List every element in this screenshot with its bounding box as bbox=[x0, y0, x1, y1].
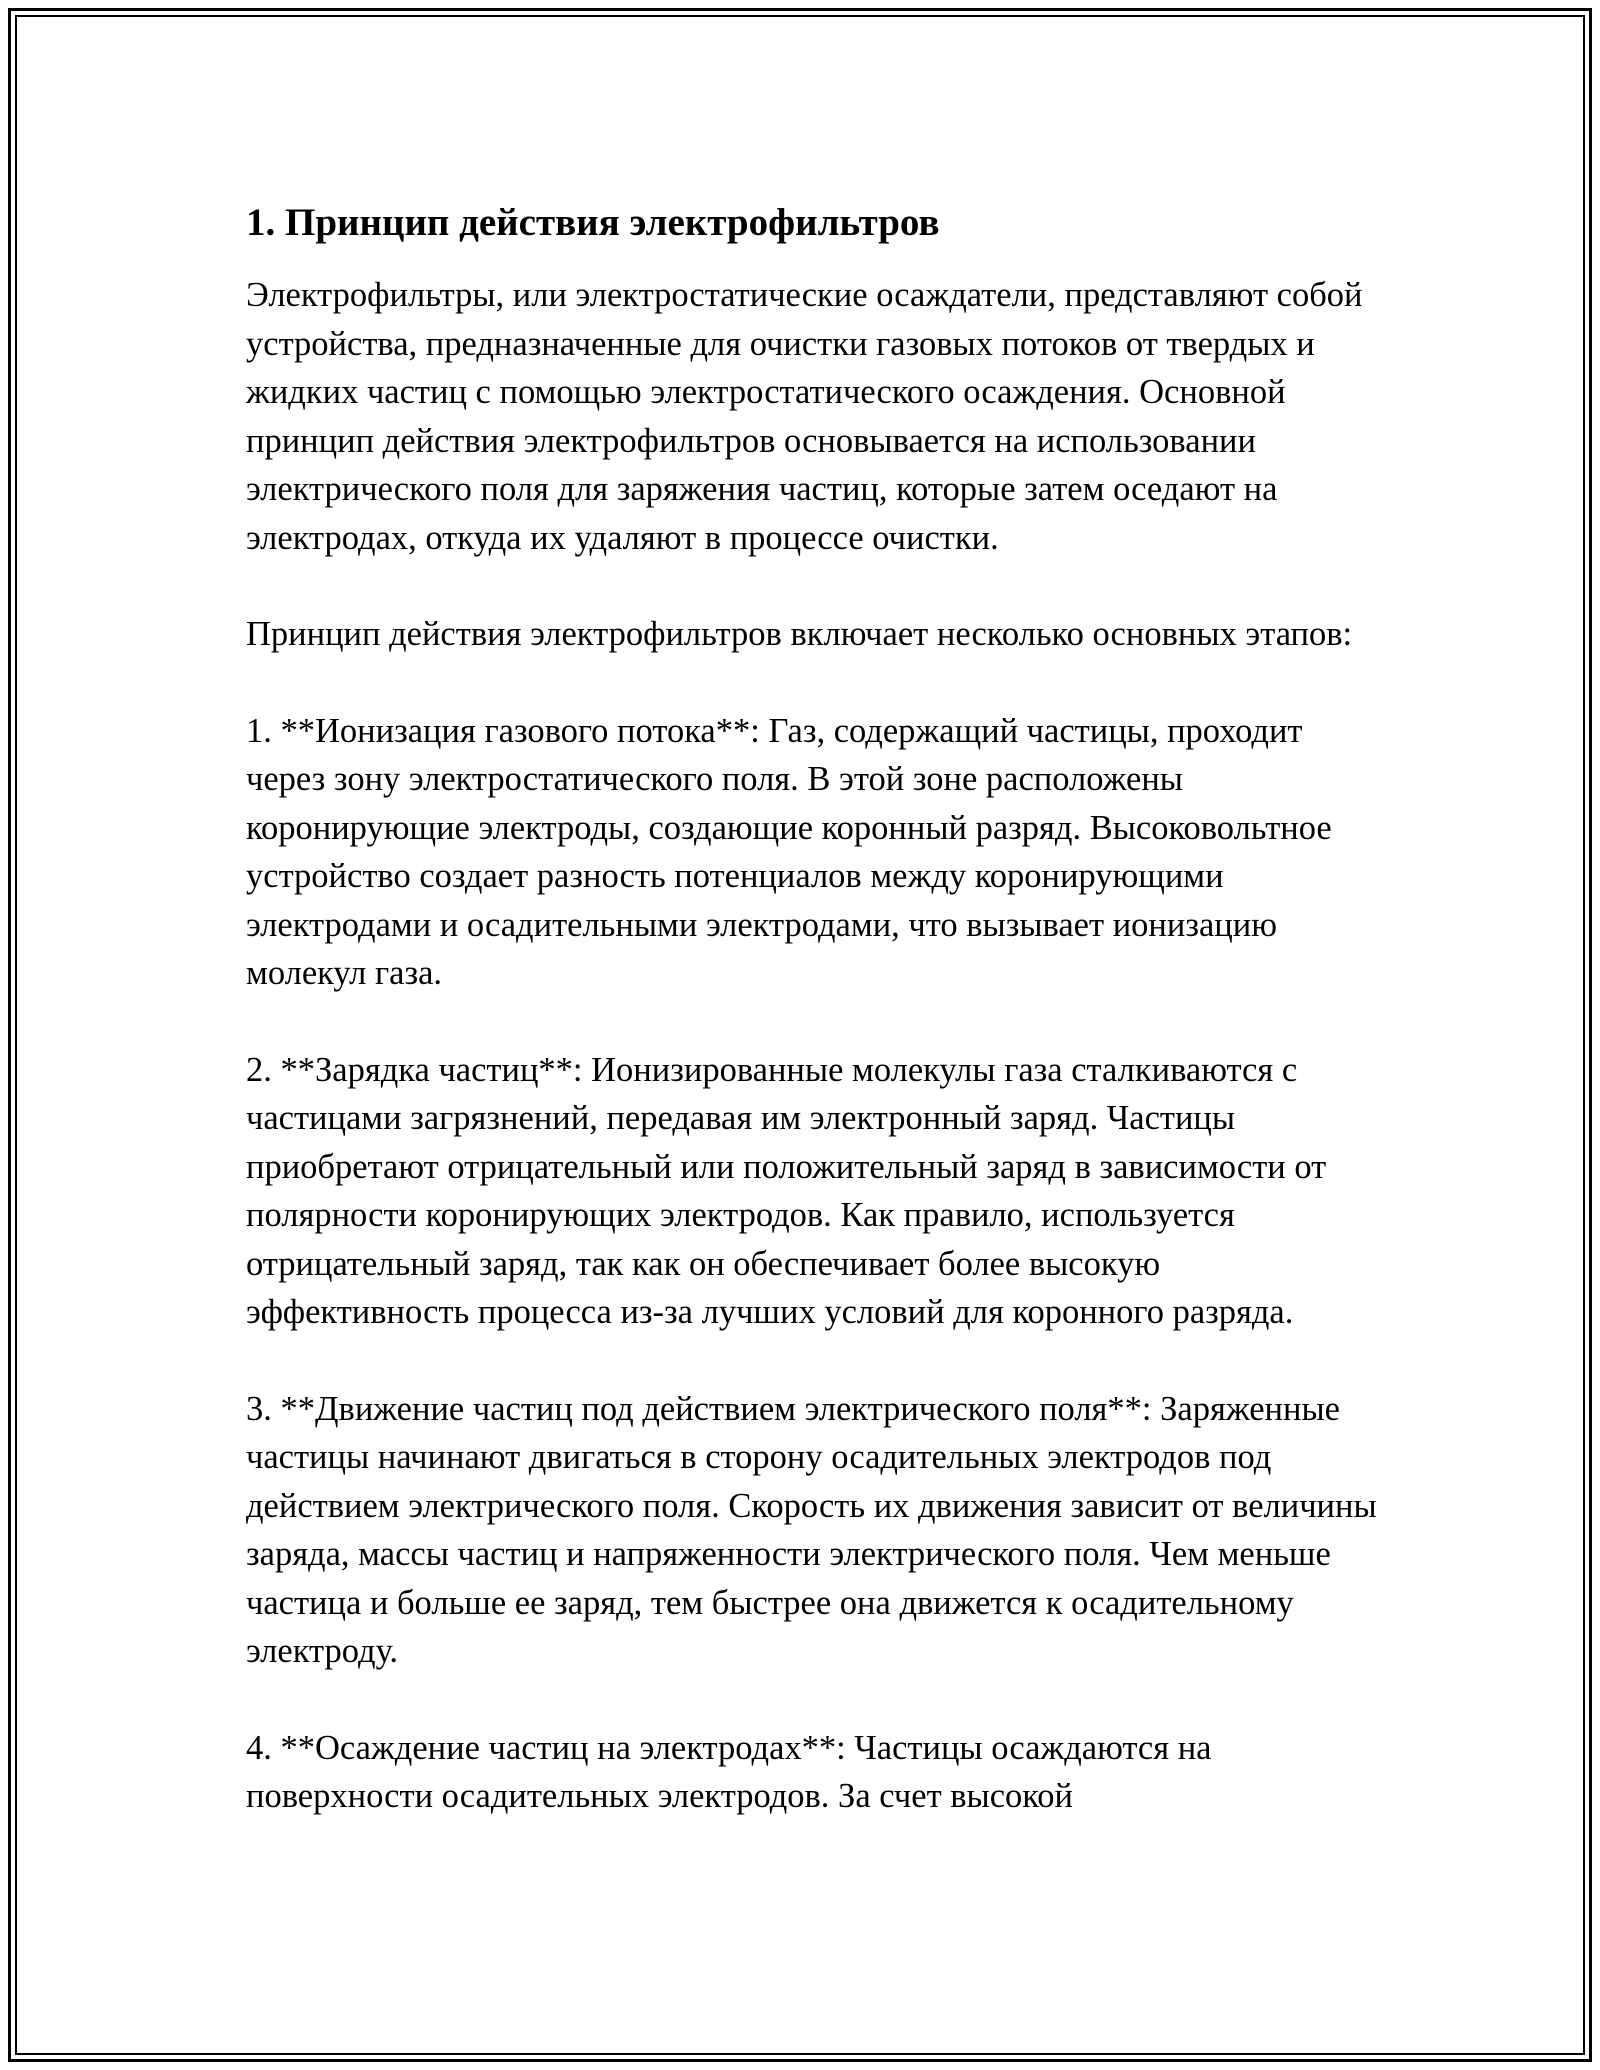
page-border bbox=[8, 8, 1592, 2062]
paragraph-intro: Электрофильтры, или электростатические осаждатели, представляют собой устройства, предназначенные для очистки газовых потоков от твердых и жидких частиц с помощью электростатического осаждения. Основной принцип действия электрофильтров основывается на использовании электрического поля для заряжения частиц, которые затем оседают на электродах, откуда их удаляют в процессе очистки. bbox=[246, 276, 1363, 557]
section-title: 1. Принцип действия электрофильтров bbox=[246, 201, 940, 244]
paragraph-stage-2: 2. **Зарядка частиц**: Ионизированные молекулы газа сталкиваются с частицами загрязнений, передавая им электронный заряд. Частицы приобретают отрицательный или положительный заряд в зависимости от полярности коронирующих электродов. Как правило, используется отрицательный заряд, так как он обеспечивает более высокую эффективность процесса из-за лучших условий для коронного разряда. bbox=[246, 1050, 1327, 1331]
paragraph-stage-3: 3. **Движение частиц под действием электрического поля**: Заряженные частицы начинают двигаться в сторону осадительных электродов под действием электрического поля. Скорость их движения зависит от величины заряда, массы частиц и напряженности электрического поля. Чем меньше частица и больше ее заряд, тем быстрее она движется к осадительному электроду. bbox=[246, 1389, 1377, 1670]
paragraph-stage-4: 4. **Осаждение частиц на электродах**: Частицы осаждаются на поверхности осадительных электродов. За счет высокой bbox=[246, 1728, 1212, 1815]
paragraph-stage-1: 1. **Ионизация газового потока**: Газ, содержащий частицы, проходит через зону электростатического поля. В этой зоне расположены коронирующие электроды, создающие коронный разряд. Высоковольтное устройство создает разность потенциалов между коронирующими электродами и осадительными электродами, что вызывает ионизацию молекул газа. bbox=[246, 711, 1332, 992]
document-body bbox=[246, 195, 1386, 1821]
paragraph-stages-intro: Принцип действия электрофильтров включает несколько основных этапов: bbox=[246, 615, 1353, 653]
